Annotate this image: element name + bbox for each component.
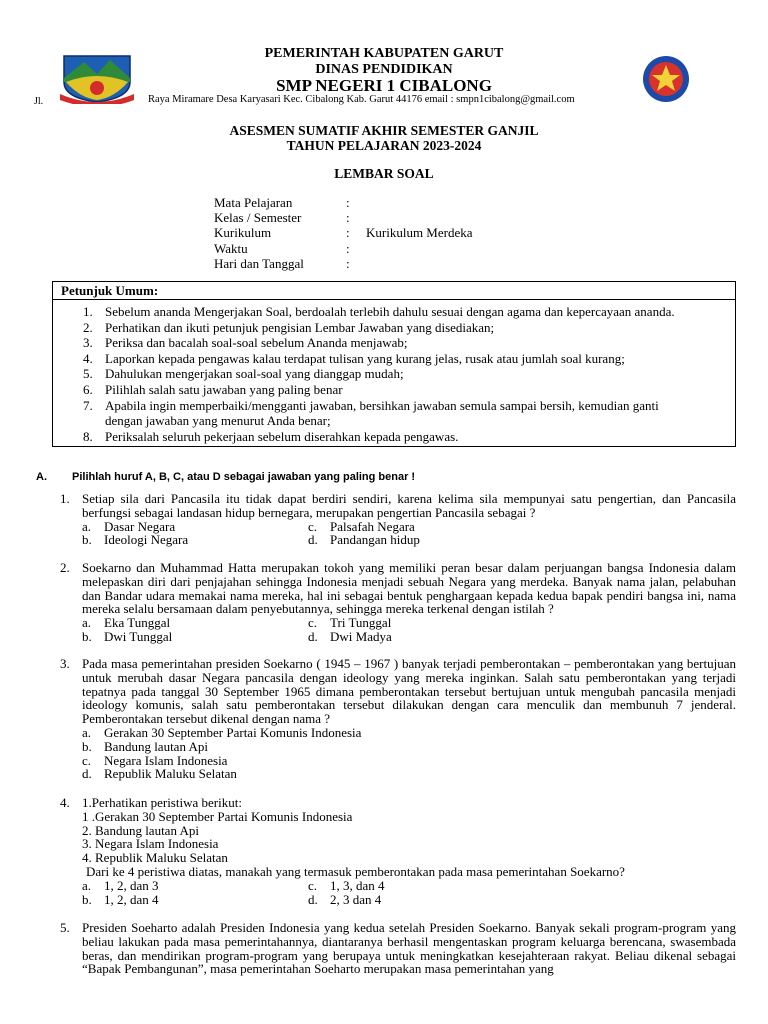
meta-sep: :: [346, 225, 350, 241]
instruction-item: [53, 320, 735, 336]
option-letter: d.: [308, 628, 318, 644]
section-a-letter: A.: [36, 471, 47, 483]
item-number: 5.: [83, 366, 93, 382]
section-a-instruction: Pilihlah huruf A, B, C, atau D sebagai jawaban yang paling benar !: [72, 471, 416, 483]
meta-row: [214, 256, 614, 271]
option-text: Dwi Tunggal: [104, 628, 173, 644]
option-text: Ideologi Negara: [104, 532, 189, 548]
address: Raya Miramare Desa Karyasari Kec. Cibalong Kab. Garut 44176 email : smpn1cibalong@gmail.com: [148, 94, 575, 105]
meta-label: Kelas / Semester: [214, 210, 302, 226]
question-2: [60, 561, 736, 644]
option-b[interactable]: [82, 740, 208, 754]
question-5: [60, 921, 736, 976]
question-4: [60, 796, 736, 906]
item-number: 1.: [83, 304, 93, 319]
option-text: Pandangan hidup: [330, 532, 420, 548]
instruction-item: [53, 304, 735, 320]
option-text: Negara Islam Indonesia: [104, 752, 228, 768]
event-item: 1 .Gerakan 30 September Partai Komunis Indonesia: [82, 808, 353, 824]
instruction-item: [53, 366, 735, 382]
meta-sep: :: [346, 255, 350, 271]
instruction-item: [53, 382, 735, 398]
item-number: 6.: [83, 381, 93, 397]
question-number: 3.: [60, 656, 70, 671]
options: [82, 879, 736, 907]
option-b[interactable]: [82, 893, 308, 907]
option-text: Tri Tunggal: [330, 615, 392, 631]
option-d[interactable]: [82, 767, 237, 781]
instructions-heading: Petunjuk Umum:: [53, 282, 735, 300]
exam-year: TAHUN PELAJARAN 2023-2024: [286, 138, 482, 153]
option-d[interactable]: [308, 893, 381, 907]
option-letter: c.: [308, 877, 318, 893]
option-c[interactable]: [308, 520, 415, 534]
option-text: 1, 2, dan 3: [104, 877, 159, 893]
instruction-item: [53, 351, 735, 367]
instructions-box: [52, 281, 736, 447]
option-d[interactable]: [308, 533, 420, 547]
option-d[interactable]: [308, 630, 392, 644]
question-number: 1.: [60, 491, 70, 506]
meta-row: [214, 195, 614, 210]
options: [82, 616, 736, 644]
meta-label: Mata Pelajaran: [214, 195, 293, 210]
option-c[interactable]: [308, 616, 391, 630]
option-letter: b.: [82, 891, 92, 907]
option-text: 2, 3 dan 4: [330, 891, 382, 907]
question-3: [60, 657, 736, 781]
exam-title: ASESMEN SUMATIF AKHIR SEMESTER GANJIL: [229, 123, 539, 138]
option-b[interactable]: [82, 630, 308, 644]
meta-table: [214, 195, 614, 271]
meta-sep: :: [346, 240, 350, 256]
question-intro: 1.Perhatikan peristiwa berikut:: [82, 795, 242, 810]
meta-value: Kurikulum Merdeka: [366, 225, 473, 241]
option-letter: d.: [308, 891, 318, 907]
event-item: 3. Negara Islam Indonesia: [82, 836, 219, 852]
option-letter: b.: [82, 532, 92, 548]
meta-row: [214, 225, 614, 240]
instruction-item: [53, 429, 735, 445]
meta-row: [214, 210, 614, 225]
option-text: Bandung lautan Api: [104, 738, 208, 754]
option-b[interactable]: [82, 533, 308, 547]
option-text: Palsafah Negara: [330, 518, 415, 534]
question-number: 2.: [60, 560, 70, 575]
question-text: Pada masa pemerintahan presiden Soekarno ( 1945 – 1967 ) banyak terjadi pemberontakan – pemberontakan yang bertujuan untuk merubah dasar Negara pancasila dengan ideology yang mereka inginkan. Salah satu pemberontakan yang terjadi tepatnya pada tanggal 30 September 1965 dimana pemberontakan tersebut bertujuan untuk mengubah pancasila menjadi ideology komunis, salah satu pemberontakan tersebut dilakukan dengan cara menculik dan membunuh 7 jenderal. Pemberontakan tersebut dikenal dengan nama ?: [82, 656, 736, 727]
item-number: 7.: [83, 397, 93, 413]
item-number: 2.: [83, 319, 93, 335]
item-number: 3.: [83, 335, 93, 351]
option-a[interactable]: [82, 520, 308, 534]
question-text: Presiden Soeharto adalah Presiden Indonesia yang kedua setelah Presiden Soekarno. Banyak sekali program-program yang beliau lakukan pada masa pemerintahannya, diantaranya berhasil mengentaskan program keluarga berencana, swasembada beras, dan mendirikan program-program yang berupaya untuk meningkatkan kesejahteraan rakyat. Beliau dikenal sebagai “Bapak Pembangunan”, masa pemerintahan Soeharto merupakan masa pemerintahan yang: [82, 920, 736, 977]
event-item: 4. Republik Maluku Selatan: [82, 850, 228, 866]
option-text: Republik Maluku Selatan: [104, 766, 237, 782]
sheet-title: LEMBAR SOAL: [334, 166, 434, 181]
meta-label: Hari dan Tanggal: [214, 255, 304, 271]
option-letter: a.: [82, 518, 92, 534]
question-text: Setiap sila dari Pancasila itu tidak dapat berdiri sendiri, karena kelima sila mempunyai satu pengertian, dan Pancasila berfungsi sebagai landasan hidup bernegara, merupakan pengertian Pancasila sebagai ?: [82, 491, 736, 520]
option-text: Dwi Madya: [330, 628, 392, 644]
item-text: Periksa dan bacalah soal-soal sebelum Ananda menjawab;: [105, 335, 408, 351]
option-text: Dasar Negara: [104, 518, 176, 534]
instruction-item: [53, 335, 735, 351]
meta-sep: :: [346, 210, 350, 226]
question-number: 4.: [60, 795, 70, 810]
option-letter: a.: [82, 877, 92, 893]
event-item: 2. Bandung lautan Api: [82, 822, 199, 838]
meta-sep: :: [346, 195, 350, 210]
option-a[interactable]: [82, 726, 361, 740]
option-text: Eka Tunggal: [104, 615, 171, 631]
header-line1: PEMERINTAH KABUPATEN GARUT: [264, 46, 504, 61]
question-1: [60, 492, 736, 547]
item-number: 4.: [83, 350, 93, 366]
option-letter: c.: [308, 518, 318, 534]
address-prefix: Jl.: [34, 96, 44, 107]
option-letter: d.: [308, 532, 318, 548]
question-text: Soekarno dan Muhammad Hatta merupakan tokoh yang memiliki peran besar dalam perjuangan bangsa Indonesia dalam melepaskan diri dari penjajahan sehingga Indonesia menjadi sebuah Negara yang merdeka. Banyak nama jalan, pelabuhan dan Bandar udara memakai nama mereka, hal ini sebagai bentuk penghargaan kepada kedua bapak pendiri bangsa ini, nama mereka selalu bersamaan dalam penyebutannya, sehingga mereka terkenal dengan istilah ?: [82, 560, 736, 617]
item-text: Dahulukan mengerjakan soal-soal yang dianggap mudah;: [105, 366, 404, 382]
item-number: 8.: [83, 428, 93, 444]
option-letter: b.: [82, 738, 92, 754]
option-letter: a.: [82, 615, 92, 631]
option-c[interactable]: [308, 879, 385, 893]
school-name: SMP NEGERI 1 CIBALONG: [276, 76, 492, 95]
option-letter: b.: [82, 628, 92, 644]
meta-label: Kurikulum: [214, 225, 272, 241]
meta-label: Waktu: [214, 240, 248, 256]
options: [82, 520, 736, 548]
instructions-list: [53, 300, 735, 446]
item-text: Pilihlah salah satu jawaban yang paling benar: [105, 381, 343, 397]
item-text: Laporkan kepada pengawas kalau terdapat tulisan yang kurang jelas, rusak atau jumlah soal kurang;: [105, 350, 625, 366]
option-text: 1, 2, dan 4: [104, 891, 159, 907]
option-a[interactable]: [82, 616, 308, 630]
options: [82, 726, 736, 781]
header-line2: DINAS PENDIDIKAN: [315, 62, 453, 77]
option-letter: a.: [82, 724, 92, 740]
question-text: Dari ke 4 peristiwa diatas, manakah yang termasuk pemberontakan pada masa pemerintahan Soekarno?: [86, 863, 625, 879]
option-letter: c.: [82, 752, 92, 768]
option-text: Gerakan 30 September Partai Komunis Indonesia: [104, 724, 362, 740]
option-text: 1, 3, dan 4: [330, 877, 385, 893]
item-text: Perhatikan dan ikuti petunjuk pengisian Lembar Jawaban yang disediakan;: [105, 319, 495, 335]
option-letter: d.: [82, 766, 92, 782]
item-text: Sebelum ananda Mengerjakan Soal, berdoalah terlebih dahulu sesuai dengan agama dan kepercayaan ananda.: [105, 304, 675, 319]
item-text: Apabila ingin memperbaiki/mengganti jawaban, bersihkan jawaban semula sampai bersih, kemudian ganti dengan jawaban yang menurut Anda benar;: [105, 397, 659, 429]
question-number: 5.: [60, 920, 70, 935]
meta-row: [214, 241, 614, 256]
instruction-item: [53, 398, 735, 429]
option-letter: c.: [308, 615, 318, 631]
option-c[interactable]: [82, 754, 227, 768]
item-text: Periksalah seluruh pekerjaan sebelum diserahkan kepada pengawas.: [105, 428, 459, 444]
option-a[interactable]: [82, 879, 308, 893]
